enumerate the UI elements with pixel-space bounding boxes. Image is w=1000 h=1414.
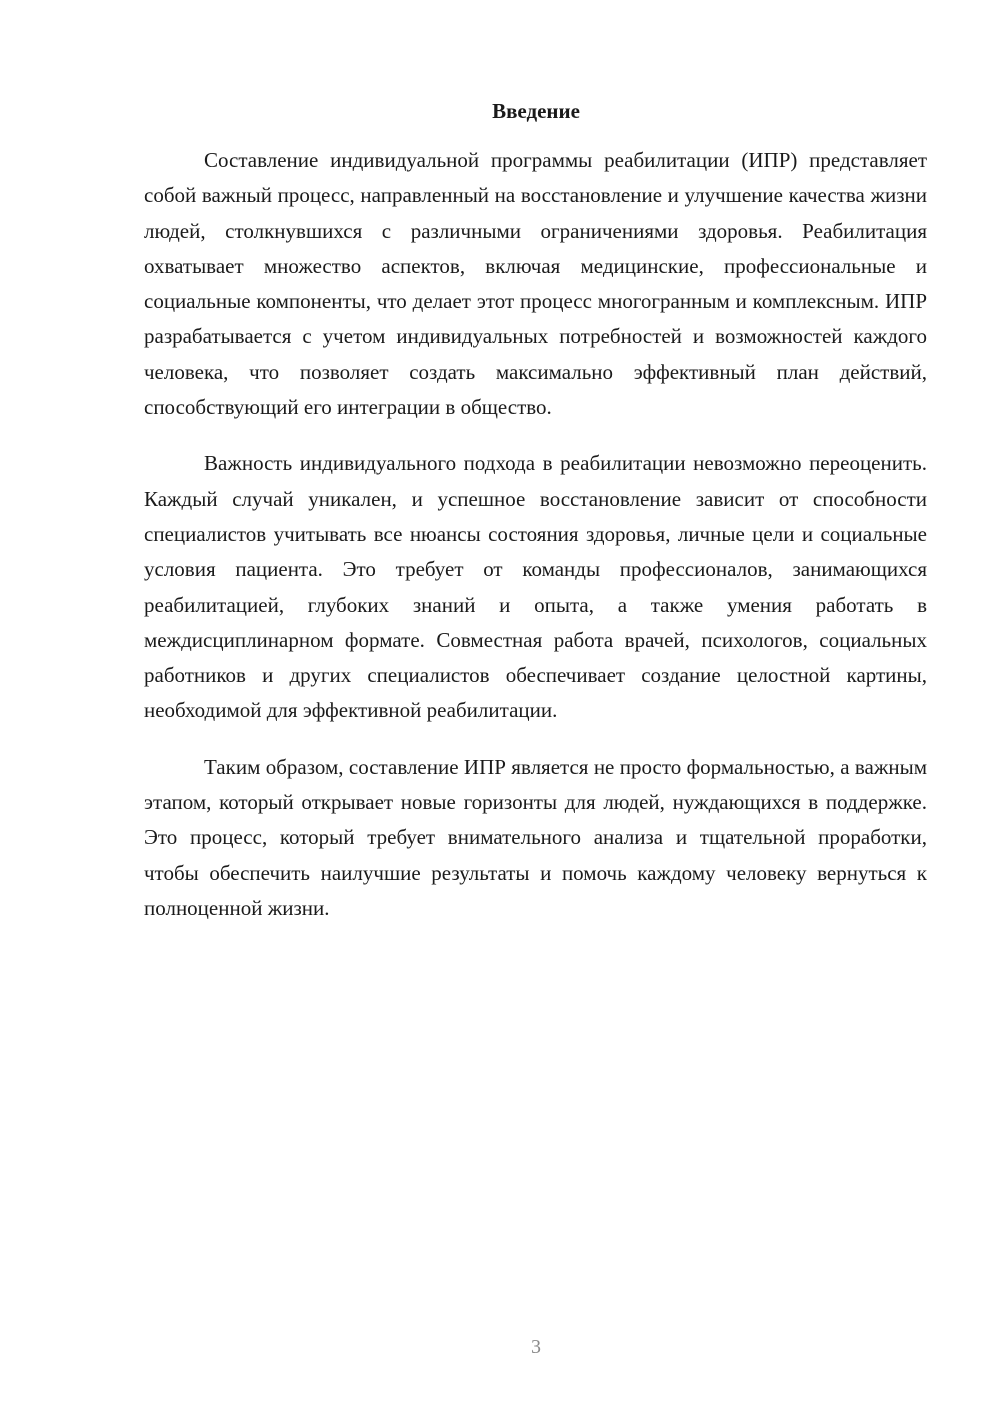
document-body: [144, 143, 927, 947]
paragraph-3: Таким образом, составление ИПР является не просто формальностью, а важным этапом, который открывает новые горизонты для людей, нуждающихся в поддержке. Это процесс, который требует внимательного анализа и тщательной проработки, чтобы обеспечить наилучшие результаты и помочь каждому человеку вернуться к полноценной жизни.: [144, 754, 927, 920]
page-number: 3: [531, 1336, 541, 1358]
page-title: Введение: [492, 99, 580, 123]
paragraph-1: Составление индивидуальной программы реабилитации (ИПР) представляет собой важный процесс, направленный на восстановление и улучшение качества жизни людей, столкнувшихся с различными ограничениями здоровья. Реабилитация охватывает множество аспектов, включая медицинские, профессиональные и социальные компоненты, что делает этот процесс многогранным и комплексным. ИПР разрабатывается с учетом индивидуальных потребностей и возможностей каждого человека, что позволяет создать максимально эффективный план действий, способствующий его интеграции в общество.: [144, 148, 927, 420]
paragraph-2: Важность индивидуального подхода в реабилитации невозможно переоценить. Каждый случай уникален, и успешное восстановление зависит от способности специалистов учитывать все нюансы состояния здоровья, личные цели и социальные условия пациента. Это требует от команды профессионалов, занимающихся реабилитацией, глубоких знаний и опыта, а также умения работать в междисциплинарном формате. Совместная работа врачей, психологов, социальных работников и других специалистов обеспечивает создание целостной картины, необходимой для эффективной реабилитации.: [144, 451, 927, 723]
